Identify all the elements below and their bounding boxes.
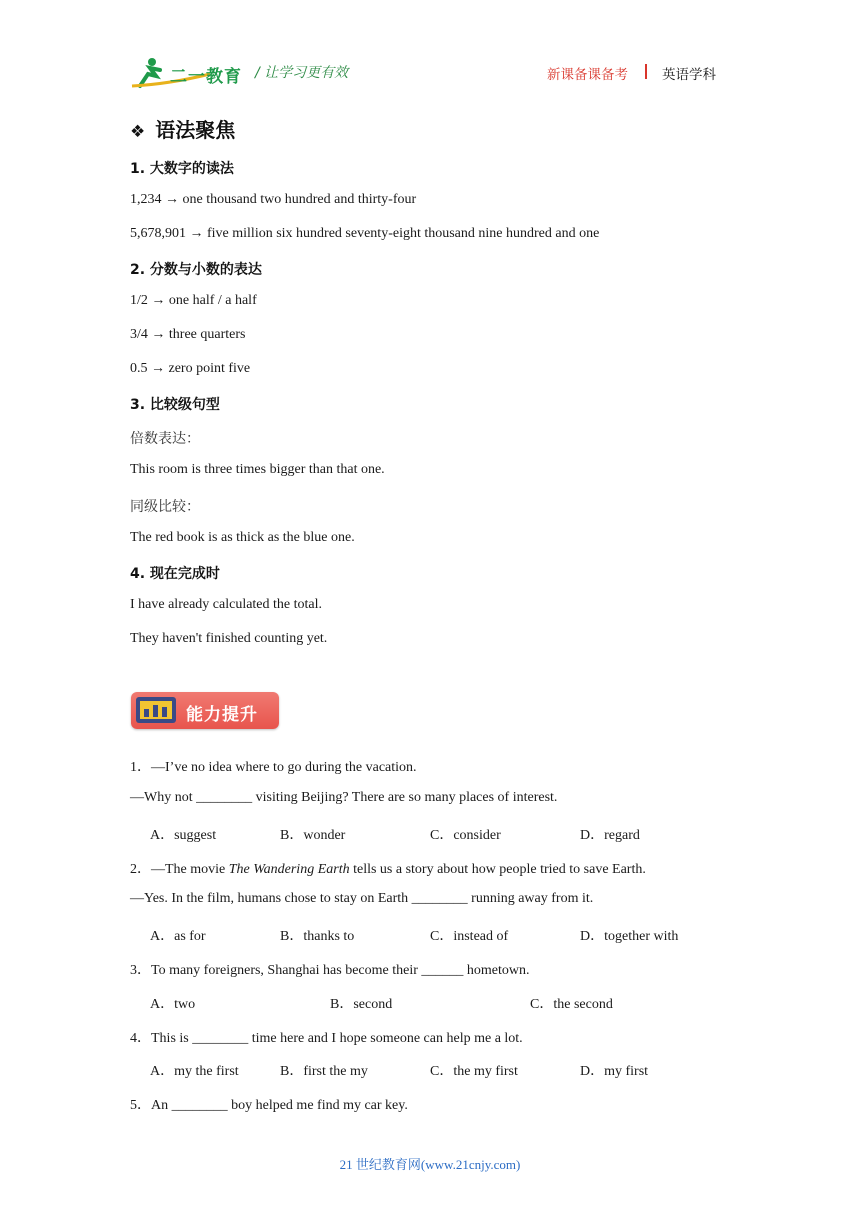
grammar-line: I have already calculated the total. (130, 597, 323, 612)
grammar-heading-4: 4. 现在完成时 (130, 566, 220, 582)
question-2-line-2: —Yes. In the film, humans chose to stay on Earth ________ running away from it. (130, 891, 594, 906)
q2-text-pre: 2．—The movie (130, 862, 229, 877)
ability-badge-label: 能力提升 (186, 705, 258, 725)
grammar-heading-2: 2. 分数与小数的表达 (130, 262, 262, 278)
grammar-line: 1,234 → one thousand two hundred and thirty-four (130, 192, 417, 207)
grammar-line: 0.5 → zero point five (130, 361, 251, 376)
q1-option-c[interactable]: C．consider (430, 828, 501, 843)
grammar-heading-1: 1. 大数字的读法 (130, 161, 234, 177)
q2-text-post: tells us a story about how people tried to save Earth. (349, 862, 646, 877)
grammar-line: 3/4 → three quarters (130, 327, 246, 342)
q2-movie-title: The Wandering Earth (228, 862, 350, 877)
q2-option-b[interactable]: B．thanks to (280, 929, 355, 944)
q3-option-a[interactable]: A．two (150, 997, 196, 1012)
question-1-line-2: —Why not ________ visiting Beijing? There are so many places of interest. (130, 790, 558, 805)
section-title-grammar: ❖ 语法聚焦 (130, 118, 236, 142)
footer-link[interactable]: 21 世纪教育网(www.21cnjy.com) (339, 1157, 521, 1172)
q2-option-a[interactable]: A．as for (150, 929, 206, 944)
question-3-line-1: 3．To many foreigners, Shanghai has become their ______ hometown. (130, 963, 530, 978)
diamond-bullet-icon: ❖ (130, 122, 146, 142)
q1-option-b[interactable]: B．wonder (280, 828, 346, 843)
chart-board-icon (136, 697, 176, 723)
q3-option-c[interactable]: C．the second (530, 997, 613, 1012)
question-4-line-1: 4．This is ________ time here and I hope someone can help me a lot. (130, 1031, 523, 1046)
grammar-line: 1/2 → one half / a half (130, 293, 257, 308)
grammar-line: 5,678,901 → five million six hundred seventy-eight thousand nine hundred and one (130, 226, 600, 241)
header-course-label: 新课备课备考 (547, 67, 628, 83)
q4-option-b[interactable]: B．first the my (280, 1064, 368, 1079)
question-1-line-1: 1．—I’ve no idea where to go during the vacation. (130, 760, 417, 775)
grammar-line: They haven't finished counting yet. (130, 631, 328, 646)
q4-option-a[interactable]: A．my the first (150, 1064, 239, 1079)
question-5-line-1: 5．An ________ boy helped me find my car key. (130, 1098, 408, 1113)
header-subject-label: 英语学科 (662, 67, 716, 83)
grammar-line: 同级比较： (130, 499, 200, 515)
grammar-line: This room is three times bigger than that one. (130, 462, 385, 477)
grammar-heading-3: 3. 比较级句型 (130, 397, 220, 413)
q1-option-a[interactable]: A．suggest (150, 828, 217, 843)
q4-option-c[interactable]: C．the my first (430, 1064, 518, 1079)
q4-option-d[interactable]: D．my first (580, 1064, 649, 1079)
question-2-line-1 (130, 858, 646, 878)
header-slogan: / 让学习更有效 (255, 65, 349, 81)
header-divider (645, 64, 647, 79)
q2-option-c[interactable]: C．instead of (430, 929, 509, 944)
q3-option-b[interactable]: B．second (330, 997, 393, 1012)
grammar-line: 倍数表达： (130, 431, 200, 447)
brand-logo-text: 二一教育 (170, 67, 242, 87)
q1-option-d[interactable]: D．regard (580, 828, 640, 843)
grammar-line: The red book is as thick as the blue one. (130, 530, 355, 545)
q2-option-d[interactable]: D．together with (580, 929, 679, 944)
